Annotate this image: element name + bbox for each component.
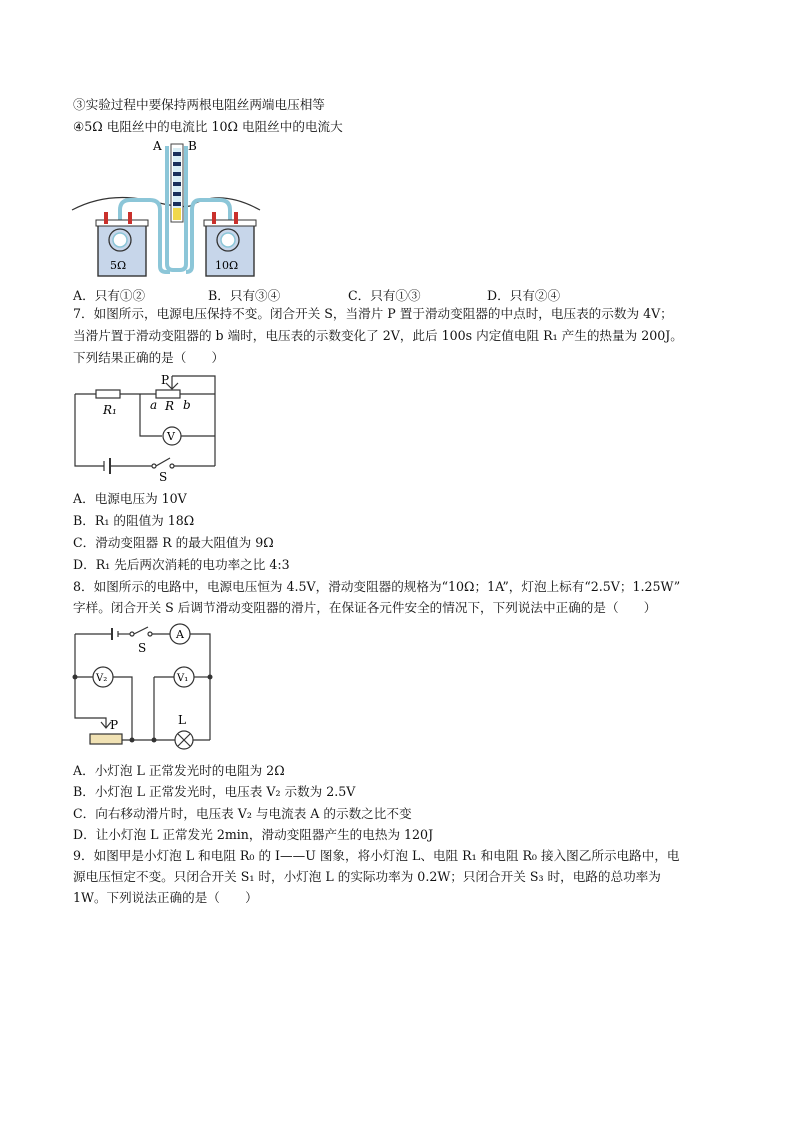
q7-option-c: C．滑动变阻器 R 的最大阻值为 9Ω xyxy=(73,535,274,550)
q9-stem-line-3: 1W。下列说法正确的是（ ） xyxy=(73,890,258,905)
q6-resistor-5-label: 5Ω xyxy=(110,259,127,272)
q6-option-b: B．只有③④ xyxy=(208,288,281,303)
q7-slider-p-label: P xyxy=(161,373,170,387)
q7-circuit-diagram xyxy=(70,372,230,482)
q7-end-b-label: b xyxy=(183,398,191,412)
q6-label-b: B xyxy=(188,139,197,153)
q6-statement-3: ③实验过程中要保持两根电阻丝两端电压相等 xyxy=(73,97,325,112)
q7-r-label: R xyxy=(165,399,175,413)
q8-lamp-l-label: L xyxy=(178,713,186,727)
q7-switch-s-label: S xyxy=(159,470,168,484)
q8-ammeter-label: A xyxy=(176,628,184,641)
q8-option-b: B．小灯泡 L 正常发光时，电压表 V₂ 示数为 2.5V xyxy=(73,784,356,799)
q8-voltmeter-v2-label: V₂ xyxy=(96,673,108,684)
q7-stem-line-1: 7．如图所示，电源电压保持不变。闭合开关 S，当滑片 P 置于滑动变阻器的中点时，电压表的示数为 4V； xyxy=(73,306,673,321)
q8-option-d: D．让小灯泡 L 正常发光 2min，滑动变阻器产生的电热为 120J xyxy=(73,827,434,842)
q8-stem-line-1: 8．如图所示的电路中，电源电压恒为 4.5V，滑动变阻器的规格为“10Ω；1A”，灯泡上标有“2.5V；1.25W” xyxy=(73,579,681,594)
q8-option-c: C．向右移动滑片时，电压表 V₂ 与电流表 A 的示数之比不变 xyxy=(73,806,412,821)
q6-joule-heat-apparatus xyxy=(70,138,270,280)
q7-end-a-label: a xyxy=(150,398,158,412)
q6-option-a: A．只有①② xyxy=(73,288,146,303)
q6-option-c: C．只有①③ xyxy=(348,288,421,303)
q9-stem-line-2: 源电压恒定不变。只闭合开关 S₁ 时，小灯泡 L 的实际功率为 0.2W；只闭合开关 S₃ 时，电路的总功率为 xyxy=(73,869,661,884)
q8-switch-s-label: S xyxy=(138,641,147,655)
q8-circuit-diagram xyxy=(70,622,220,752)
q9-stem-line-1: 9．如图甲是小灯泡 L 和电阻 R₀ 的 I——U 图象，将小灯泡 L、电阻 R₁ 和电阻 R₀ 接入图乙所示电路中，电 xyxy=(73,848,680,863)
q6-label-a: A xyxy=(153,139,162,153)
q7-r1-label: R₁ xyxy=(103,403,117,417)
q6-statement-4: ④5Ω 电阻丝中的电流比 10Ω 电阻丝中的电流大 xyxy=(73,119,343,134)
q7-option-a: A．电源电压为 10V xyxy=(73,491,187,506)
q6-option-d: D．只有②④ xyxy=(487,288,561,303)
q8-option-a: A．小灯泡 L 正常发光时的电阻为 2Ω xyxy=(73,763,285,778)
q8-voltmeter-v1-label: V₁ xyxy=(177,673,189,684)
q6-resistor-10-label: 10Ω xyxy=(215,259,239,272)
q8-stem-line-2: 字样。闭合开关 S 后调节滑动变阻器的滑片，在保证各元件安全的情况下，下列说法中正确的是（ ） xyxy=(73,600,657,615)
q7-stem-line-2: 当滑片置于滑动变阻器的 b 端时，电压表的示数变化了 2V，此后 100s 内定值电阻 R₁ 产生的热量为 200J。 xyxy=(73,328,683,343)
q7-stem-line-3: 下列结果正确的是（ ） xyxy=(73,350,225,365)
q7-option-d: D．R₁ 先后两次消耗的电功率之比 4:3 xyxy=(73,557,290,572)
q7-option-b: B．R₁ 的阻值为 18Ω xyxy=(73,513,195,528)
q8-slider-p-label: P xyxy=(110,718,119,732)
q7-voltmeter-label: V xyxy=(167,430,175,443)
